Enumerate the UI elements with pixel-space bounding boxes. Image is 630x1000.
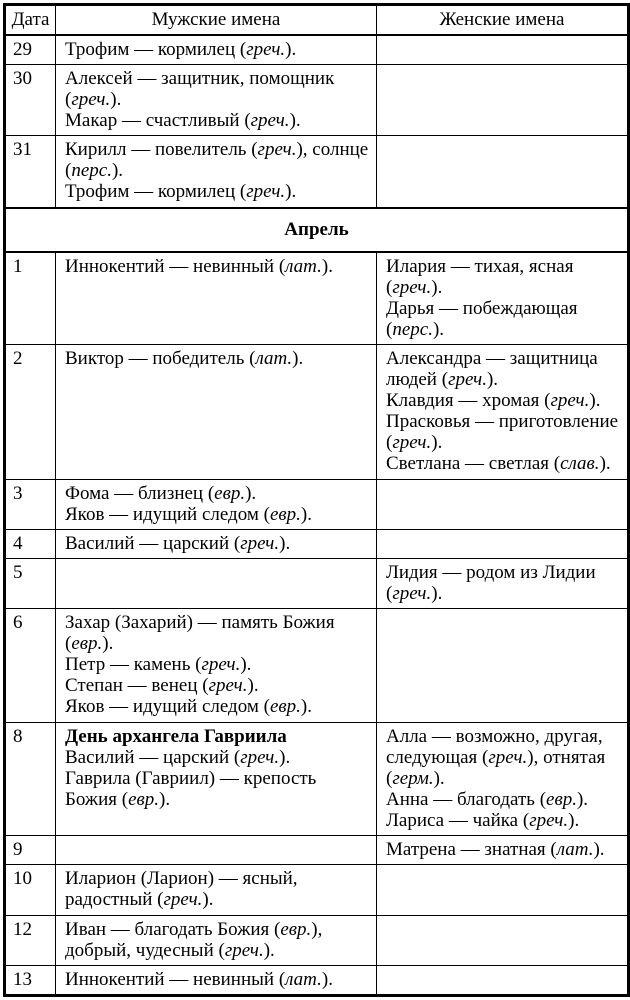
day-row bbox=[5, 479, 629, 529]
name-entry: Иларион (Ларион) — ясный, радостный (греч.). bbox=[65, 868, 298, 911]
female-names-cell bbox=[377, 609, 629, 722]
date-cell: 13 bbox=[5, 965, 56, 995]
male-names-cell bbox=[56, 530, 377, 559]
name-entry: Иннокентий — невинный (лат.). bbox=[65, 968, 333, 990]
day-row bbox=[5, 865, 629, 915]
column-header-date: Дата bbox=[5, 5, 56, 36]
male-names-cell bbox=[56, 559, 377, 609]
name-entry: Светлана — светлая (слав.). bbox=[386, 453, 611, 475]
date-cell: 12 bbox=[5, 915, 56, 965]
name-entry: Лариса — чайка (греч.). bbox=[386, 809, 580, 831]
male-names-cell bbox=[56, 722, 377, 835]
day-row bbox=[5, 136, 629, 208]
male-names-cell bbox=[56, 479, 377, 529]
male-names-cell bbox=[56, 65, 377, 136]
name-entry: Степан — венец (греч.). bbox=[65, 675, 259, 697]
female-names-cell bbox=[377, 836, 629, 865]
day-row bbox=[5, 915, 629, 965]
female-names-cell bbox=[377, 136, 629, 208]
male-names-cell bbox=[56, 35, 377, 65]
date-cell: 8 bbox=[5, 722, 56, 835]
name-entry: Яков — идущий следом (евр.). bbox=[65, 696, 312, 718]
name-entry: Алла — возможно, другая, следующая (греч.), отнятая (герм.). bbox=[386, 725, 606, 789]
day-row bbox=[5, 965, 629, 995]
name-entry: Петр — камень (греч.). bbox=[65, 654, 252, 676]
date-cell: 6 bbox=[5, 609, 56, 722]
day-row bbox=[5, 35, 629, 65]
date-cell: 5 bbox=[5, 559, 56, 609]
male-names-cell bbox=[56, 865, 377, 915]
female-names-cell bbox=[377, 722, 629, 835]
name-entry: Гаврила (Гавриил) — крепость Божия (евр.). bbox=[65, 767, 317, 810]
name-entry: Василий — царский (греч.). bbox=[65, 533, 291, 554]
male-names-cell bbox=[56, 965, 377, 995]
date-cell: 30 bbox=[5, 65, 56, 136]
male-names-cell bbox=[56, 609, 377, 722]
date-cell: 10 bbox=[5, 865, 56, 915]
date-cell: 1 bbox=[5, 252, 56, 345]
name-entry: Захар (Захарий) — память Божия (евр.). bbox=[65, 612, 335, 655]
female-names-cell bbox=[377, 65, 629, 136]
date-cell: 9 bbox=[5, 836, 56, 865]
table-body bbox=[5, 35, 629, 996]
table-header bbox=[5, 5, 629, 36]
name-entry: Анна — благодать (евр.). bbox=[386, 788, 589, 810]
month-section-label: Апрель bbox=[5, 208, 629, 252]
name-day-table bbox=[3, 3, 630, 997]
name-entry: Илария — тихая, ясная (греч.). bbox=[386, 255, 574, 298]
male-names-cell bbox=[56, 345, 377, 480]
name-entry: Прасковья — приготовление (греч.). bbox=[386, 411, 619, 454]
male-names-cell bbox=[56, 252, 377, 345]
female-names-cell bbox=[377, 915, 629, 965]
name-entry: Иннокентий — невинный (лат.). bbox=[65, 255, 333, 277]
name-entry: Кирилл — повелитель (греч.), солнце (перс.). bbox=[65, 139, 369, 182]
month-section-row bbox=[5, 208, 629, 252]
date-cell: 4 bbox=[5, 530, 56, 559]
female-names-cell bbox=[377, 965, 629, 995]
name-entry: Василий — царский (греч.). bbox=[65, 746, 291, 768]
name-entry: Фома — близнец (евр.). bbox=[65, 482, 257, 504]
column-header-female-names: Женские имена bbox=[377, 5, 629, 36]
date-cell: 3 bbox=[5, 479, 56, 529]
header-row bbox=[5, 5, 629, 36]
female-names-cell bbox=[377, 559, 629, 609]
day-row bbox=[5, 530, 629, 559]
day-row bbox=[5, 559, 629, 609]
female-names-cell bbox=[377, 530, 629, 559]
name-entry: Александра — защитница людей (греч.). bbox=[386, 348, 598, 391]
name-entry: Алексей — защитник, помощник (греч.). bbox=[65, 68, 335, 111]
name-entry: Трофим — кормилец (греч.). bbox=[65, 181, 297, 203]
name-entry: День архангела Гавриила bbox=[65, 725, 287, 747]
day-row bbox=[5, 65, 629, 136]
date-cell: 2 bbox=[5, 345, 56, 480]
day-row bbox=[5, 609, 629, 722]
date-cell: 31 bbox=[5, 136, 56, 208]
female-names-cell bbox=[377, 35, 629, 65]
male-names-cell bbox=[56, 915, 377, 965]
name-entry: Лидия — родом из Лидии (греч.). bbox=[386, 562, 596, 605]
female-names-cell bbox=[377, 479, 629, 529]
date-cell: 29 bbox=[5, 35, 56, 65]
name-entry: Клавдия — хромая (греч.). bbox=[386, 390, 601, 412]
male-names-cell bbox=[56, 136, 377, 208]
name-entry: Яков — идущий следом (евр.). bbox=[65, 503, 312, 525]
name-entry: Виктор — победитель (лат.). bbox=[65, 348, 304, 370]
day-row bbox=[5, 252, 629, 345]
male-names-cell bbox=[56, 836, 377, 865]
name-entry: Иван — благодать Божия (евр.), добрый, чудесный (греч.). bbox=[65, 918, 323, 961]
day-row bbox=[5, 722, 629, 835]
female-names-cell bbox=[377, 865, 629, 915]
name-entry: Макар — счастливый (греч.). bbox=[65, 110, 301, 132]
name-entry: Матрена — знатная (лат.). bbox=[386, 839, 605, 861]
day-row bbox=[5, 836, 629, 865]
female-names-cell bbox=[377, 345, 629, 480]
name-entry: Дарья — побеждающая (перс.). bbox=[386, 297, 578, 340]
name-entry: Трофим — кормилец (греч.). bbox=[65, 39, 297, 60]
female-names-cell bbox=[377, 252, 629, 345]
day-row bbox=[5, 345, 629, 480]
column-header-male-names: Мужские имена bbox=[56, 5, 377, 36]
